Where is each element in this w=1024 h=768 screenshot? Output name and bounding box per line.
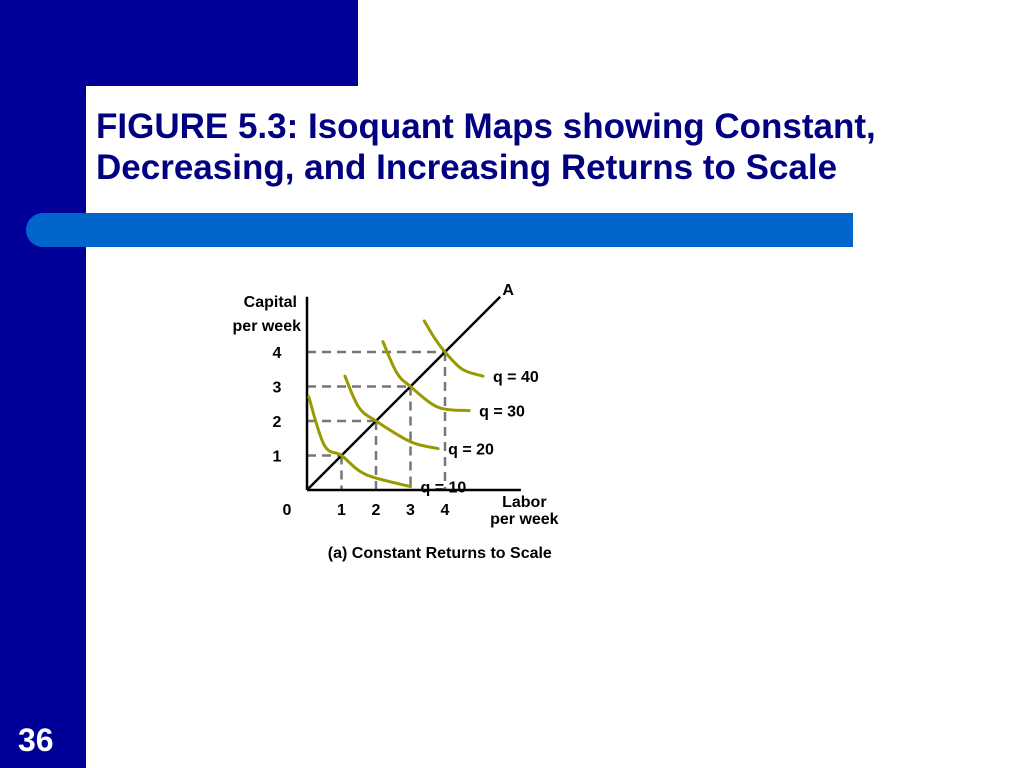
ray-label: A <box>502 281 514 299</box>
origin-label: 0 <box>282 502 292 519</box>
series-label-q10: q = 10 <box>420 479 467 497</box>
x-axis-label-line1: Labor <box>502 494 547 511</box>
x-axis-label-line2: per week <box>490 511 559 528</box>
series-label-q20: q = 20 <box>448 441 494 459</box>
slide-number: 36 <box>18 722 54 758</box>
chart-labels <box>233 282 559 562</box>
y-tick-label-4: 4 <box>272 345 282 362</box>
title-line-2: Decreasing, and Increasing Returns to Scale <box>96 148 838 187</box>
y-axis-label-line2: per week <box>232 317 301 335</box>
series-label-q40: q = 40 <box>492 369 539 387</box>
x-tick-label-3: 3 <box>406 502 415 519</box>
x-tick-label-2: 2 <box>371 502 381 519</box>
x-tick-label-4: 4 <box>440 502 450 519</box>
isoquant-curve-q40 <box>424 321 483 376</box>
x-tick-label-1: 1 <box>337 502 346 519</box>
y-tick-label-3: 3 <box>272 379 282 397</box>
y-axis-label-line1: Capital <box>243 293 297 311</box>
y-tick-label-1: 1 <box>272 448 282 466</box>
title-line-1: FIGURE 5.3: Isoquant Maps showing Constant, <box>96 107 876 146</box>
chart-caption: (a) Constant Returns to Scale <box>327 545 552 562</box>
ray-line-a <box>307 297 500 490</box>
y-tick-label-2: 2 <box>272 414 282 431</box>
series-label-q30: q = 30 <box>479 403 525 421</box>
